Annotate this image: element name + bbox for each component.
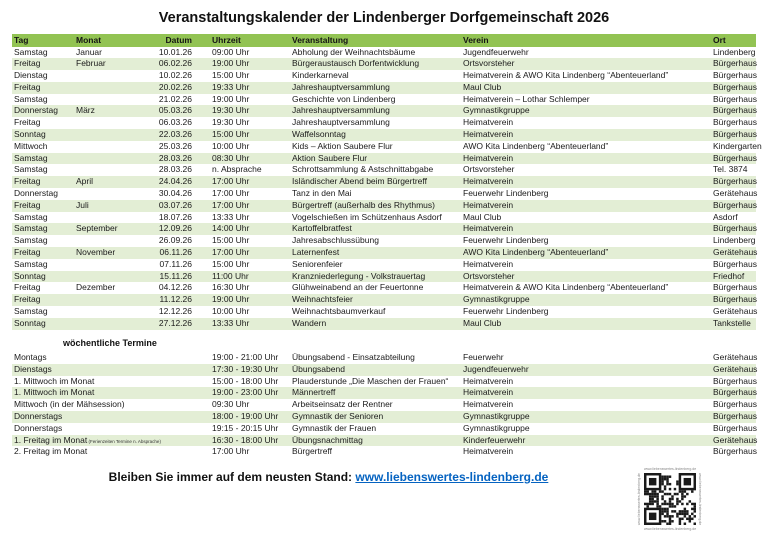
table-row	[12, 164, 756, 176]
weekly-row	[12, 399, 756, 411]
cell-veranstaltung: Gymnastik der Frauen	[292, 422, 377, 433]
cell-ort: Bürgerhaus	[713, 422, 757, 433]
cell-ort: Bürgerhaus	[713, 81, 757, 92]
cell-tag: Freitag	[14, 81, 41, 92]
table-row	[12, 153, 756, 165]
cell-ort: Gerätehaus	[713, 306, 758, 317]
cell-verein: Heimatverein	[463, 399, 514, 410]
cell-monat: November	[76, 247, 116, 258]
cell-verein: Heimatverein	[463, 129, 514, 140]
cell-verein: Heimatverein	[463, 258, 514, 269]
table-row	[12, 117, 756, 129]
cell-tag: Samstag	[14, 93, 48, 104]
cell-tag: Samstag	[14, 211, 48, 222]
cell-ort: Bürgerhaus	[713, 199, 757, 210]
cell-ort: Bürgerhaus	[713, 375, 757, 386]
cell-uhrzeit: 15:00 - 18:00 Uhr	[212, 375, 279, 386]
cell-monat: Juli	[76, 199, 89, 210]
cell-verein: Heimatverein – Lothar Schlemper	[463, 93, 590, 104]
cell-verein: AWO Kita Lindenberg “Abenteuerland”	[463, 140, 609, 151]
cell-ort: Bürgerhaus	[713, 258, 757, 269]
cell-tag: Donnerstags	[14, 422, 63, 433]
cell-tag: Samstag	[14, 152, 48, 163]
cell-uhrzeit: 10:00 Uhr	[212, 306, 250, 317]
cell-ort: Lindenberg	[713, 235, 756, 246]
cell-verein: Ortsvorsteher	[463, 270, 515, 281]
cell-uhrzeit: 13:33 Uhr	[212, 317, 250, 328]
table-row	[12, 235, 756, 247]
cell-veranstaltung: Übungsabend	[292, 363, 345, 374]
cell-tag: Freitag	[14, 176, 41, 187]
cell-verein: Kinderfeuerwehr	[463, 435, 526, 446]
table-row	[12, 58, 756, 70]
cell-uhrzeit: 16:30 - 18:00 Uhr	[212, 435, 279, 446]
cell-veranstaltung: Bürgeraustausch Dorfentwicklung	[292, 58, 420, 69]
cell-ort: Bürgerhaus	[713, 105, 757, 116]
weekly-table	[12, 352, 756, 458]
tag-note: (Ferienzeiten Termine n. Absprache)	[87, 438, 161, 444]
cell-veranstaltung: Jahreshauptversammlung	[292, 117, 390, 128]
cell-uhrzeit: 19:00 - 23:00 Uhr	[212, 387, 279, 398]
cell-datum: 10.02.26	[158, 70, 192, 81]
table-row	[12, 200, 756, 212]
cell-veranstaltung: Abholung der Weihnachtsbäume	[292, 46, 416, 57]
cell-datum: 26.09.26	[158, 235, 192, 246]
table-row	[12, 223, 756, 235]
cell-monat: Januar	[76, 46, 102, 57]
column-header-uhrzeit: Uhrzeit	[212, 35, 241, 45]
cell-uhrzeit: 15:00 Uhr	[212, 258, 250, 269]
cell-veranstaltung: Vogelschießen im Schützenhaus Asdorf	[292, 211, 442, 222]
cell-uhrzeit: 14:00 Uhr	[212, 223, 250, 234]
cell-tag: Samstag	[14, 223, 48, 234]
cell-verein: Feuerwehr	[463, 352, 504, 362]
column-header-monat: Monat	[76, 35, 102, 45]
cell-uhrzeit: 17:30 - 19:30 Uhr	[212, 363, 279, 374]
cell-tag: Freitag	[14, 247, 41, 258]
cell-verein: Maul Club	[463, 317, 502, 328]
cell-verein: Maul Club	[463, 81, 502, 92]
cell-verein: Ortsvorsteher	[463, 58, 515, 69]
cell-uhrzeit: 17:00 Uhr	[212, 176, 250, 187]
cell-tag: Freitag	[14, 294, 41, 305]
cell-veranstaltung: Kartoffelbratfest	[292, 223, 352, 234]
cell-datum: 06.11.26	[159, 247, 192, 258]
cell-ort: Asdorf	[713, 211, 738, 222]
cell-verein: Heimatverein	[463, 375, 514, 386]
cell-veranstaltung: Jahreshauptversammlung	[292, 105, 390, 116]
cell-datum: 03.07.26	[158, 199, 192, 210]
cell-veranstaltung: Weihnachtsbaumverkauf	[292, 306, 386, 317]
cell-tag: Freitag	[14, 282, 41, 293]
weekly-row	[12, 435, 756, 447]
cell-datum: 15.11.26	[159, 270, 192, 281]
cell-datum: 04.12.26	[158, 282, 192, 293]
cell-uhrzeit: 19:00 Uhr	[212, 93, 250, 104]
cell-monat: April	[76, 176, 94, 187]
table-row	[12, 94, 756, 106]
column-header-tag: Tag	[14, 35, 29, 45]
cell-tag: Montags	[14, 352, 47, 362]
table-row	[12, 176, 756, 188]
cell-verein: Heimatverein	[463, 117, 514, 128]
table-header-row	[12, 34, 756, 47]
cell-uhrzeit: 19:33 Uhr	[212, 81, 250, 92]
cell-verein: Heimatverein	[463, 176, 514, 187]
cell-datum: 06.02.26	[158, 58, 192, 69]
cell-ort: Bürgerhaus	[713, 58, 757, 69]
table-row	[12, 47, 756, 59]
table-row	[12, 129, 756, 141]
cell-veranstaltung: Kinderkarneval	[292, 70, 349, 81]
cell-veranstaltung: Schrottsammlung & Astschnittabgabe	[292, 164, 434, 175]
cell-datum: 11.12.26	[159, 294, 192, 305]
table-row	[12, 82, 756, 94]
cell-verein: Feuerwehr Lindenberg	[463, 188, 549, 199]
weekly-row	[12, 352, 756, 364]
cell-tag: Mittwoch	[14, 140, 48, 151]
cell-ort: Tel. 3874	[713, 164, 748, 175]
cell-datum: 05.03.26	[158, 105, 192, 116]
column-header-ort: Ort	[713, 35, 726, 45]
cell-datum: 18.07.26	[158, 211, 192, 222]
cell-tag: 1. Freitag im Monat (Ferienzeiten Termine n. Absprache)	[14, 434, 161, 445]
cell-veranstaltung: Übungsnachmittag	[292, 435, 363, 446]
cell-datum: 30.04.26	[158, 188, 192, 199]
cell-datum: 10.01.26	[158, 46, 192, 57]
cell-uhrzeit: 19:00 Uhr	[212, 294, 250, 305]
table-row	[12, 188, 756, 200]
cell-ort: Kindergarten	[713, 140, 762, 151]
cell-tag: Sonntag	[14, 129, 46, 140]
cell-tag: Freitag	[14, 117, 41, 128]
table-row	[12, 282, 756, 294]
cell-datum: 28.03.26	[158, 152, 192, 163]
cell-datum: 27.12.26	[158, 317, 192, 328]
cell-monat: Februar	[76, 58, 106, 69]
qr-caption-left: www.liebenswertes-lindenberg.de	[637, 473, 641, 526]
cell-ort: Bürgerhaus	[713, 387, 757, 398]
cell-verein: Gymnastikgruppe	[463, 422, 530, 433]
table-row	[12, 212, 756, 224]
cell-ort: Bürgerhaus	[713, 93, 757, 104]
cell-uhrzeit: 10:00 Uhr	[212, 140, 250, 151]
cell-datum: 28.03.26	[158, 164, 192, 175]
cell-uhrzeit: 19:15 - 20:15 Uhr	[212, 422, 279, 433]
footer-link[interactable]: www.liebenswertes-lindenberg.de	[355, 470, 549, 484]
cell-veranstaltung: Übungsabend - Einsatzabteilung	[292, 352, 415, 362]
cell-tag: Mittwoch (in der Mähsession)	[14, 399, 125, 410]
cell-verein: Heimatverein	[463, 446, 514, 457]
cell-uhrzeit: 17:00 Uhr	[212, 188, 250, 199]
cell-monat: September	[76, 223, 118, 234]
cell-verein: Heimatverein & AWO Kita Lindenberg “Abenteuerland”	[463, 282, 669, 293]
cell-verein: Heimatverein	[463, 152, 514, 163]
cell-uhrzeit: 17:00 Uhr	[212, 446, 250, 457]
cell-veranstaltung: Waffelsonntag	[292, 129, 346, 140]
cell-tag: Dienstags	[14, 363, 52, 374]
cell-ort: Bürgerhaus	[713, 176, 757, 187]
cell-tag: Donnerstag	[14, 105, 58, 116]
cell-ort: Gerätehaus	[713, 247, 758, 258]
cell-tag: Samstag	[14, 46, 48, 57]
cell-veranstaltung: Laternenfest	[292, 247, 340, 258]
cell-tag: Donnerstags	[14, 410, 63, 421]
cell-veranstaltung: Jahreshauptversammlung	[292, 81, 390, 92]
weekly-table-body	[12, 352, 756, 458]
cell-ort: Gerätehaus	[713, 435, 758, 446]
qr-caption-bottom: www.liebenswertes-lindenberg.de	[644, 527, 697, 531]
cell-uhrzeit: 15:00 Uhr	[212, 70, 250, 81]
cell-uhrzeit: 13:33 Uhr	[212, 211, 250, 222]
weekly-row	[12, 446, 756, 458]
cell-uhrzeit: 08:30 Uhr	[212, 152, 250, 163]
cell-veranstaltung: Plauderstunde „Die Maschen der Frauen“	[292, 375, 449, 386]
weekly-row	[12, 364, 756, 376]
cell-uhrzeit: 17:00 Uhr	[212, 199, 250, 210]
cell-veranstaltung: Geschichte von Lindenberg	[292, 93, 396, 104]
cell-verein: Gymnastikgruppe	[463, 105, 530, 116]
cell-datum: 22.03.26	[158, 129, 192, 140]
cell-veranstaltung: Isländischer Abend beim Bürgertreff	[292, 176, 427, 187]
cell-uhrzeit: 11:00 Uhr	[212, 270, 249, 281]
cell-veranstaltung: Kranzniederlegung - Volkstrauertag	[292, 270, 426, 281]
cell-uhrzeit: 15:00 Uhr	[212, 235, 250, 246]
cell-datum: 21.02.26	[158, 93, 192, 104]
cell-verein: Heimatverein & AWO Kita Lindenberg “Abenteuerland”	[463, 70, 669, 81]
qr-code	[644, 473, 696, 525]
cell-uhrzeit: 16:30 Uhr	[212, 282, 250, 293]
cell-veranstaltung: Bürgertreff	[292, 446, 333, 457]
cell-ort: Bürgerhaus	[713, 152, 757, 163]
cell-ort: Bürgerhaus	[713, 129, 757, 140]
column-header-verein: Verein	[463, 35, 489, 45]
cell-verein: Feuerwehr Lindenberg	[463, 235, 549, 246]
events-table-body	[12, 46, 762, 330]
cell-verein: Jugendfeuerwehr	[463, 363, 529, 374]
cell-ort: Gerätehaus	[713, 363, 758, 374]
table-row	[12, 140, 762, 153]
cell-verein: Heimatverein	[463, 199, 514, 210]
qr-block	[636, 464, 704, 534]
cell-tag: Freitag	[14, 58, 41, 69]
column-header-datum: Datum	[165, 35, 192, 45]
cell-veranstaltung: Arbeitseinsatz der Rentner	[292, 399, 393, 410]
cell-datum: 12.09.26	[158, 223, 192, 234]
cell-tag: Samstag	[14, 235, 48, 246]
cell-verein: Jugendfeuerwehr	[463, 46, 529, 57]
table-row	[12, 294, 756, 306]
cell-uhrzeit: n. Absprache	[212, 164, 262, 175]
cell-veranstaltung: Aktion Saubere Flur	[292, 152, 368, 163]
cell-datum: 25.03.26	[158, 140, 192, 151]
cell-uhrzeit: 18:00 - 19:00 Uhr	[212, 410, 279, 421]
cell-veranstaltung: Bürgertreff (außerhalb des Rhythmus)	[292, 199, 435, 210]
cell-uhrzeit: 19:00 Uhr	[212, 58, 250, 69]
cell-tag: Samstag	[14, 258, 48, 269]
cell-verein: Gymnastikgruppe	[463, 410, 530, 421]
cell-tag: 1. Mittwoch im Monat	[14, 387, 95, 398]
cell-uhrzeit: 09:00 Uhr	[212, 46, 250, 57]
footer-text: Bleiben Sie immer auf dem neusten Stand:	[108, 470, 353, 484]
table-row	[12, 70, 756, 82]
weekly-row	[12, 423, 756, 435]
cell-veranstaltung: Gymnastik der Senioren	[292, 410, 384, 421]
cell-ort: Bürgerhaus	[713, 294, 757, 305]
cell-veranstaltung: Kids – Aktion Saubere Flur	[292, 140, 393, 151]
table-row	[12, 306, 756, 318]
table-row	[12, 247, 756, 259]
cell-ort: Bürgerhaus	[713, 117, 757, 128]
cell-veranstaltung: Seniorenfeier	[292, 258, 343, 269]
table-row	[12, 318, 756, 330]
cell-verein: Gymnastikgruppe	[463, 294, 530, 305]
cell-ort: Bürgerhaus	[713, 410, 757, 421]
cell-tag: 1. Mittwoch im Monat	[14, 375, 95, 386]
cell-datum: 24.04.26	[158, 176, 192, 187]
cell-verein: Heimatverein	[463, 223, 514, 234]
cell-veranstaltung: Weihnachtsfeier	[292, 294, 353, 305]
cell-tag: Sonntag	[14, 317, 46, 328]
cell-tag: Samstag	[14, 164, 48, 175]
cell-monat: März	[76, 105, 95, 116]
cell-monat: Dezember	[76, 282, 116, 293]
cell-ort: Bürgerhaus	[713, 399, 757, 410]
cell-veranstaltung: Männertreff	[292, 387, 336, 398]
cell-uhrzeit: 19:00 - 21:00 Uhr	[212, 352, 279, 362]
cell-ort: Bürgerhaus	[713, 282, 757, 293]
cell-datum: 06.03.26	[158, 117, 192, 128]
page-title: Veranstaltungskalender der Lindenberger Dorfgemeinschaft 2026	[158, 10, 610, 26]
cell-datum: 07.11.26	[159, 258, 192, 269]
cell-ort: Bürgerhaus	[713, 446, 757, 457]
cell-tag: Dienstag	[14, 70, 48, 81]
cell-ort: Bürgerhaus	[713, 70, 757, 81]
qr-caption-top: www.liebenswertes-lindenberg.de	[644, 467, 697, 471]
table-row	[12, 271, 756, 283]
cell-verein: Feuerwehr Lindenberg	[463, 306, 549, 317]
cell-tag: Samstag	[14, 306, 48, 317]
column-header-veranstaltung: Veranstaltung	[292, 35, 349, 45]
weekly-row	[12, 376, 756, 388]
cell-veranstaltung: Glühweinabend an der Feuertonne	[292, 282, 424, 293]
table-row	[12, 105, 756, 117]
cell-veranstaltung: Jahresabschlussübung	[292, 235, 379, 246]
cell-veranstaltung: Tanz in den Mai	[292, 188, 352, 199]
cell-ort: Friedhof	[713, 270, 745, 281]
events-table	[12, 34, 762, 330]
cell-tag: Sonntag	[14, 270, 46, 281]
cell-tag: Donnerstag	[14, 188, 58, 199]
cell-ort: Bürgerhaus	[713, 223, 757, 234]
cell-ort: Gerätehaus	[713, 352, 758, 362]
weekly-row	[12, 387, 756, 399]
cell-verein: Ortsvorsteher	[463, 164, 515, 175]
cell-uhrzeit: 15:00 Uhr	[212, 129, 250, 140]
weekly-section-heading: wöchentliche Termine	[63, 338, 157, 348]
cell-uhrzeit: 19:30 Uhr	[212, 117, 250, 128]
cell-datum: 20.02.26	[158, 81, 192, 92]
cell-veranstaltung: Wandern	[292, 317, 327, 328]
cell-ort: Gerätehaus	[713, 188, 758, 199]
cell-ort: Lindenberg	[713, 46, 756, 57]
cell-verein: Maul Club	[463, 211, 502, 222]
cell-uhrzeit: 17:00 Uhr	[212, 247, 250, 258]
cell-tag: Freitag	[14, 199, 41, 210]
cell-tag: 2. Freitag im Monat	[14, 446, 88, 457]
cell-uhrzeit: 19:30 Uhr	[212, 105, 250, 116]
cell-datum: 12.12.26	[158, 306, 192, 317]
footer-note	[12, 470, 645, 484]
qr-caption-right: www.liebenswertes-lindenberg.de	[698, 473, 702, 526]
cell-uhrzeit: 09:30 Uhr	[212, 399, 250, 410]
cell-verein: AWO Kita Lindenberg “Abenteuerland”	[463, 247, 609, 258]
cell-verein: Heimatverein	[463, 387, 514, 398]
weekly-row	[12, 411, 756, 423]
cell-ort: Tankstelle	[713, 317, 751, 328]
table-row	[12, 259, 756, 271]
